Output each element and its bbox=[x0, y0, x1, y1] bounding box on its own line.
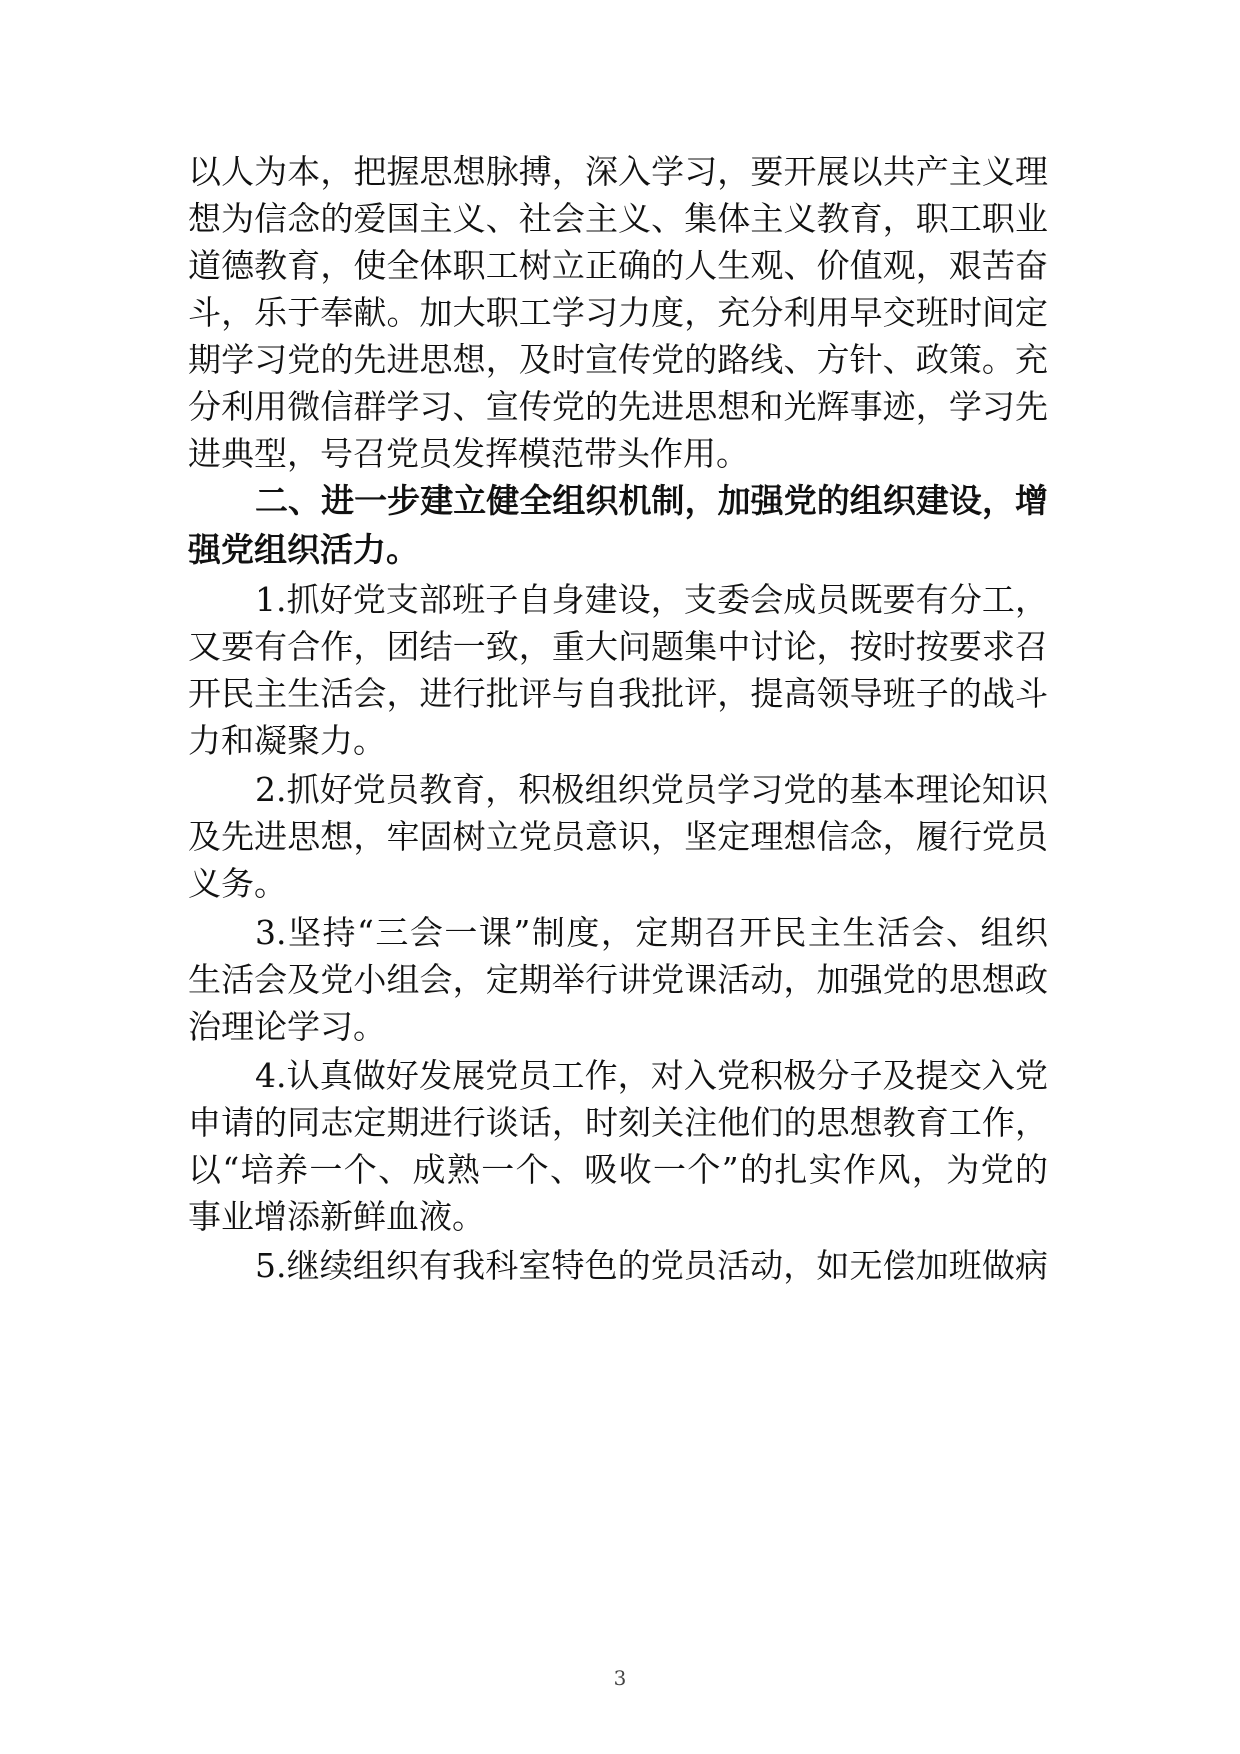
text-line: 以“培养一个、成熟一个、吸收一个”的扎实作风，为党的 bbox=[188, 1150, 1048, 1189]
text-line: 5.继续组织有我科室特色的党员活动，如无偿加班做病 bbox=[255, 1246, 1048, 1285]
text-line: 治理论学习。 bbox=[188, 1007, 386, 1046]
page-number: 3 bbox=[613, 1666, 627, 1690]
text-line: 分利用微信群学习、宣传党的先进思想和光辉事迹，学习先 bbox=[188, 387, 1048, 426]
text-line: 1.抓好党支部班子自身建设，支委会成员既要有分工， bbox=[255, 580, 1048, 619]
text-line: 开民主生活会，进行批评与自我批评，提高领导班子的战斗 bbox=[188, 674, 1048, 713]
text-line: 期学习党的先进思想，及时宣传党的路线、方针、政策。充 bbox=[188, 340, 1048, 379]
text-line: 想为信念的爱国主义、社会主义、集体主义教育，职工职业 bbox=[188, 199, 1048, 238]
text-line: 生活会及党小组会，定期举行讲党课活动，加强党的思想政 bbox=[188, 960, 1048, 999]
text-line: 力和凝聚力。 bbox=[188, 721, 386, 760]
text-line: 2.抓好党员教育，积极组织党员学习党的基本理论知识 bbox=[255, 770, 1048, 809]
text-line: 进典型，号召党员发挥模范带头作用。 bbox=[188, 434, 749, 473]
text-line: 4.认真做好发展党员工作，对入党积极分子及提交入党 bbox=[255, 1056, 1048, 1095]
text-line: 义务。 bbox=[188, 864, 287, 903]
section-heading: 二、进一步建立健全组织机制，加强党的组织建设，增 bbox=[255, 481, 1048, 520]
text-line: 以人为本，把握思想脉搏，深入学习，要开展以共产主义理 bbox=[188, 152, 1048, 191]
text-line: 事业增添新鲜血液。 bbox=[188, 1197, 485, 1236]
text-line: 斗，乐于奉献。加大职工学习力度，充分利用早交班时间定 bbox=[188, 293, 1048, 332]
text-line: 又要有合作，团结一致，重大问题集中讨论，按时按要求召 bbox=[188, 627, 1048, 666]
text-line: 申请的同志定期进行谈话，时刻关注他们的思想教育工作， bbox=[188, 1103, 1048, 1142]
section-heading: 强党组织活力。 bbox=[188, 530, 419, 569]
text-line: 3.坚持“三会一课”制度，定期召开民主生活会、组织 bbox=[255, 913, 1048, 952]
text-line: 及先进思想，牢固树立党员意识，坚定理想信念，履行党员 bbox=[188, 817, 1048, 856]
text-line: 道德教育，使全体职工树立正确的人生观、价值观，艰苦奋 bbox=[188, 246, 1048, 285]
